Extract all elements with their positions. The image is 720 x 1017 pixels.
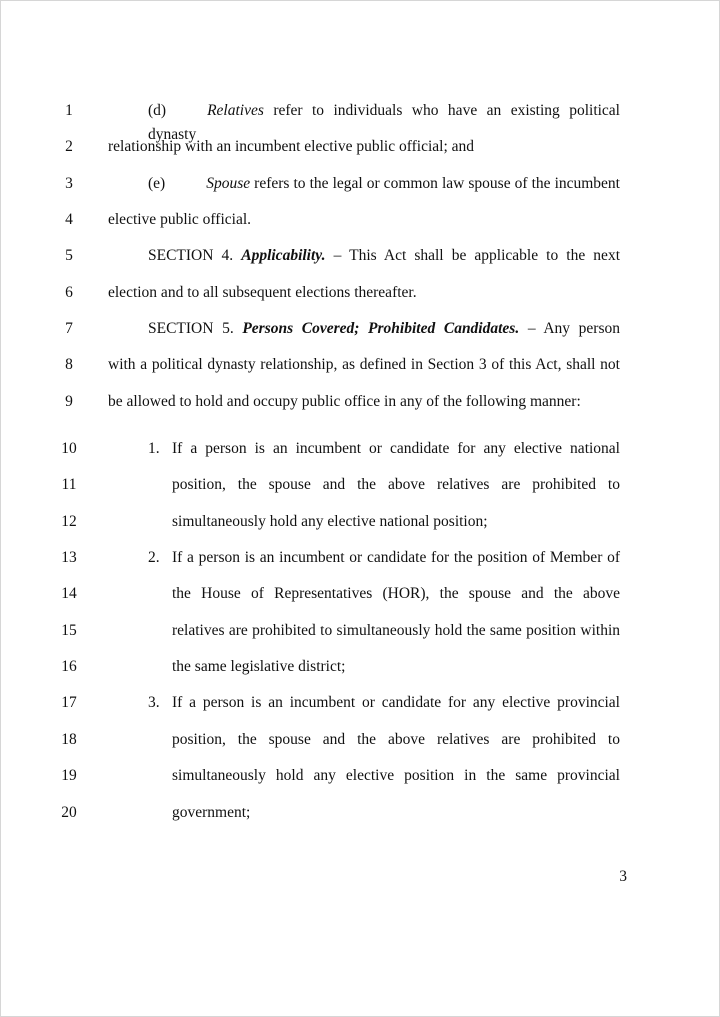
line-content: simultaneously hold any elective position in the same provincial (172, 767, 620, 784)
defined-term: Relatives (207, 102, 264, 119)
section-heading: Applicability. (241, 247, 326, 264)
line-number: 15 (61, 622, 77, 639)
line-content: – This Act shall be applicable to the next (333, 247, 620, 264)
list-number: 2. (148, 549, 160, 566)
section-number: SECTION 4. (148, 247, 234, 264)
text-line (1, 582, 720, 606)
item-label: (d) (148, 102, 167, 119)
text-line (1, 172, 720, 196)
line-content: simultaneously hold any elective national position; (172, 513, 488, 530)
text-line (1, 208, 720, 232)
line-text (148, 317, 620, 341)
page-number: 3 (619, 868, 627, 885)
line-number: 5 (65, 247, 73, 264)
line-content: the House of Representatives (HOR), the spouse and the above (172, 585, 620, 602)
text-line (1, 317, 720, 341)
text-line (1, 619, 720, 643)
line-content: government; (172, 804, 251, 821)
text-line (1, 437, 720, 461)
line-content: position, the spouse and the above relatives are prohibited to (172, 476, 620, 493)
line-number: 2 (65, 138, 73, 155)
line-content: – Any person (527, 320, 621, 337)
line-text (148, 244, 620, 268)
line-number: 9 (65, 393, 73, 410)
line-number: 10 (61, 440, 77, 457)
text-line (1, 764, 720, 788)
line-content: relationship with an incumbent elective public official; and (108, 138, 475, 155)
section-number: SECTION 5. (148, 320, 234, 337)
text-line (1, 353, 720, 377)
line-number: 1 (65, 102, 73, 119)
line-content: If a person is an incumbent or candidate for any elective provincial (172, 694, 620, 711)
list-number: 3. (148, 694, 160, 711)
line-text (148, 172, 620, 196)
line-content: refer to individuals who have an existing political dynasty (148, 102, 620, 143)
text-line (1, 281, 720, 305)
text-line (1, 135, 720, 159)
line-number: 3 (65, 175, 73, 192)
item-label: (e) (148, 175, 166, 192)
line-number: 12 (61, 513, 77, 530)
line-content: If a person is an incumbent or candidate for any elective national (172, 440, 620, 457)
line-content: the same legislative district; (172, 658, 346, 675)
line-number: 14 (61, 585, 77, 602)
line-number: 7 (65, 320, 73, 337)
text-line (1, 99, 720, 143)
text-line (1, 510, 720, 534)
text-line (1, 691, 720, 715)
line-number: 6 (65, 284, 73, 301)
line-number: 11 (61, 476, 77, 493)
line-content: with a political dynasty relationship, as defined in Section 3 of this Act, shall not (108, 356, 620, 373)
text-line (1, 801, 720, 825)
line-number: 16 (61, 658, 77, 675)
line-content: position, the spouse and the above relatives are prohibited to (172, 731, 620, 748)
line-number: 20 (61, 804, 77, 821)
line-number: 13 (61, 549, 77, 566)
text-line (1, 473, 720, 497)
section-heading: Persons Covered; Prohibited Candidates. (242, 320, 520, 337)
text-line (1, 728, 720, 752)
line-content: election and to all subsequent elections thereafter. (108, 284, 417, 301)
line-content: relatives are prohibited to simultaneously hold the same position within (172, 622, 620, 639)
text-line (1, 390, 720, 414)
text-line (1, 546, 720, 570)
line-number: 17 (61, 694, 77, 711)
list-number: 1. (148, 440, 160, 457)
line-content: If a person is an incumbent or candidate for the position of Member of (172, 549, 620, 566)
line-number: 8 (65, 356, 73, 373)
text-line (1, 244, 720, 268)
defined-term: Spouse (206, 175, 251, 192)
line-number: 4 (65, 211, 73, 228)
text-line (1, 655, 720, 679)
line-content: elective public official. (108, 211, 252, 228)
line-number: 18 (61, 731, 77, 748)
line-content: refers to the legal or common law spouse of the incumbent (254, 175, 620, 192)
line-content: be allowed to hold and occupy public office in any of the following manner: (108, 393, 581, 410)
line-number: 19 (61, 767, 77, 784)
